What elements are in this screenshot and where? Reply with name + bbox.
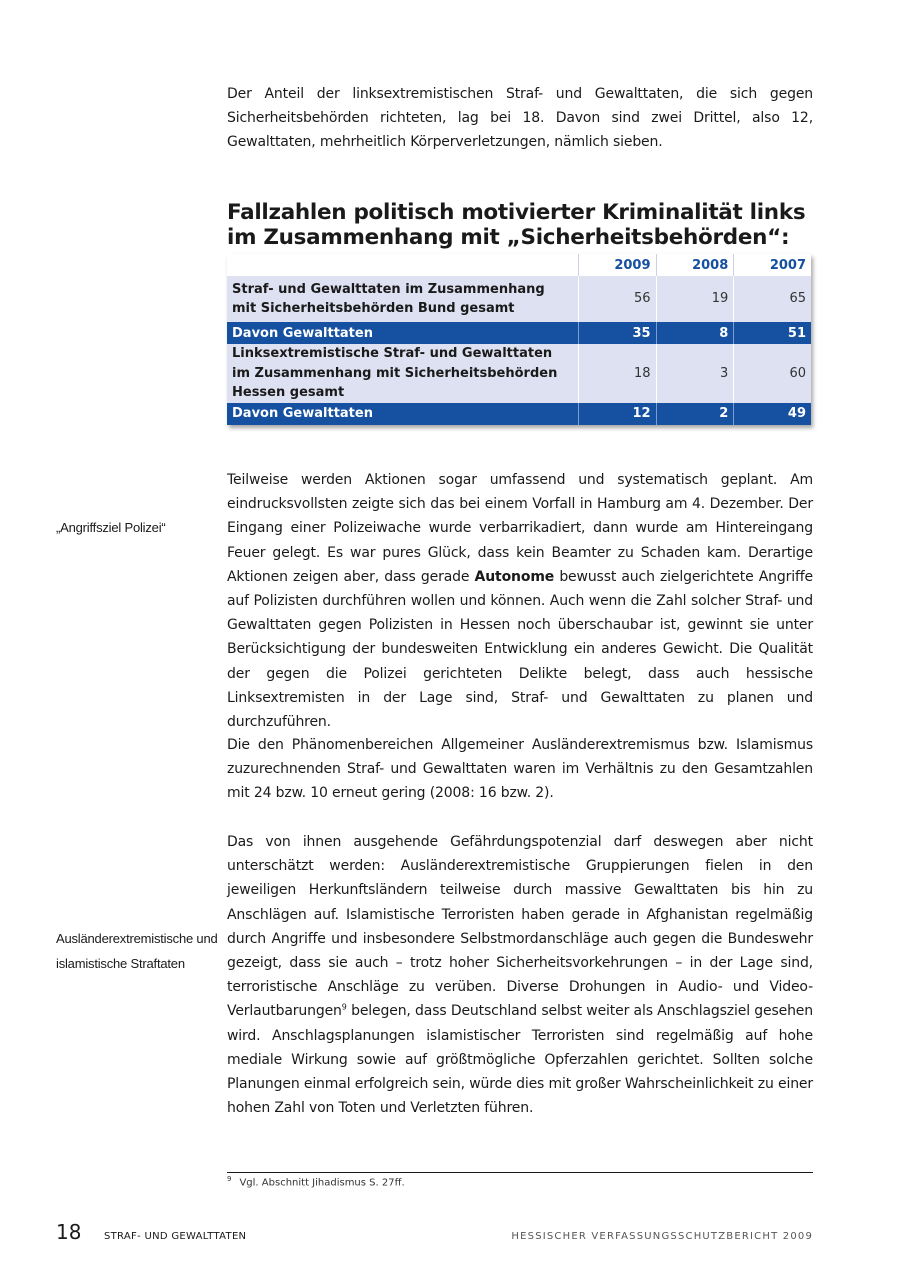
table-cell: 19 [656,276,734,322]
table-cell: 8 [656,322,734,344]
paragraph-text: Teilweise werden Aktionen sogar umfassend und systematisch geplant. Am eindrucksvollsten zeigte sich das bei einem Vorfall in Hamburg am 4. Dezember. Der Eingang einer Polizeiwache wurde verbarrikadiert, dann wurde am Hintereingang Feuer gelegt. Es war pures Glück, dass kein Beamter zu Schaden kam. Derartige Aktionen zeigen aber, dass gerade [227,472,813,585]
margin-note-police: „Angriffsziel Polizei“ [56,520,166,535]
table-row-label: Davon Gewalttaten [227,322,578,344]
running-publication-title: HESSISCHER VERFASSUNGSSCHUTZBERICHT 2009 [511,1231,813,1242]
table-header-year: 2009 [578,254,656,276]
paragraph-text: Das von ihnen ausgehende Gefährdungspotenzial darf deswegen aber nicht unterschätzt werden: Ausländerextremistische Gruppierungen fielen in den jeweiligen Herkunftsländern teilweise durch massive Gewalttaten bis hin zu Anschlägen auf. Islamistische Terroristen haben gerade in Afghanistan regelmäßig durch Angriffe und insbesondere Selbstmordanschläge auch gegen die Bundeswehr gezeigt, dass sie auch – trotz hoher Sicherheitsvorkehrungen – in der Lage sind, terroristische Anschläge zu verüben. Diverse Drohungen in Audio- und Video-Verlautbarungen [227,834,813,1020]
table-row [227,276,811,322]
paragraph-text: bewusst auch zielgerichtete Angriffe auf Polizisten durchführen wollen und können. Auch wenn die Zahl solcher Straf- und Gewalttaten gegen Polizisten in Hessen noch überschaubar ist, gewinnt sie unter Berücksichtigung der bundesweiten Entwicklung ein anderes Gewicht. Die Qualität der gegen die Polizei gerichteten Delikte belegt, dass auch hessische Linksextremisten in der Lage sind, Straf- und Gewalttaten zu planen und durchzuführen. [227,568,813,731]
table-cell: 18 [578,344,656,403]
footnote-text: Vgl. Abschnitt Jihadismus S. 27ff. [239,1177,405,1189]
table-row [227,403,811,425]
table-header-blank [227,254,578,276]
intro-paragraph: Der Anteil der linksextremistischen Straf- und Gewalttaten, die sich gegen Sicherheitsbehörden richteten, lag bei 18. Davon sind zwei Drittel, also 12, Gewalttaten, mehrheitlich Körperverletzungen, nämlich sieben. [227,86,813,151]
running-section-label: STRAF- UND GEWALTTATEN [104,1231,247,1242]
table-header-year: 2008 [656,254,734,276]
table-row-label: Linksextremistische Straf- und Gewalttaten im Zusammenhang mit Sicherheitsbehörden Hessen gesamt [227,344,578,403]
table-cell: 2 [656,403,734,425]
footnote [227,1175,405,1188]
table-row [227,344,811,403]
table-cell: 51 [734,322,811,344]
table-cell: 35 [578,322,656,344]
paragraph-bold-term: Autonome [474,568,555,585]
table-row-label: Straf- und Gewalttaten im Zusammenhang mit Sicherheitsbehörden Bund gesamt [227,276,578,322]
margin-note-foreign: Ausländerextremistische und islamistische Straftaten [56,931,218,971]
table-cell: 3 [656,344,734,403]
footnote-reference[interactable]: 9 [341,1002,347,1012]
table-row-label: Davon Gewalttaten [227,403,578,425]
table-header-row [227,254,811,276]
table-cell: 56 [578,276,656,322]
table-row [227,322,811,344]
paragraph-autonome [227,468,813,734]
statistics-table [227,254,811,425]
section-title: Fallzahlen politisch motivierter Kriminalität links im Zusammenhang mit „Sicherheitsbehörden“: [227,200,806,250]
table-cell: 60 [734,344,811,403]
footnote-number: 9 [227,1175,232,1183]
paragraph-statistics: Die den Phänomenbereichen Allgemeiner Ausländerextremismus bzw. Islamismus zuzurechnenden Straf- und Gewalttaten waren im Verhältnis zu den Gesamtzahlen mit 24 bzw. 10 erneut gering (2008: 16 bzw. 2). [227,737,813,802]
table-cell: 12 [578,403,656,425]
paragraph-threat [227,830,813,1120]
table-cell: 49 [734,403,811,425]
paragraph-text: belegen, dass Deutschland selbst weiter als Anschlagsziel gesehen wird. Anschlagsplanungen islamistischer Terroristen sind regelmäßig auf hohe mediale Wirkung sowie auf größtmögliche Opferzahlen gerichtet. Sollten solche Planungen einmal erfolgreich sein, würde dies mit großer Wahrscheinlichkeit zu einer hohen Zahl von Toten und Verletzten führen. [227,1003,814,1117]
page-number: 18 [56,1220,82,1244]
table-cell: 65 [734,276,811,322]
footnote-divider [227,1172,813,1173]
table-header-year: 2007 [734,254,811,276]
